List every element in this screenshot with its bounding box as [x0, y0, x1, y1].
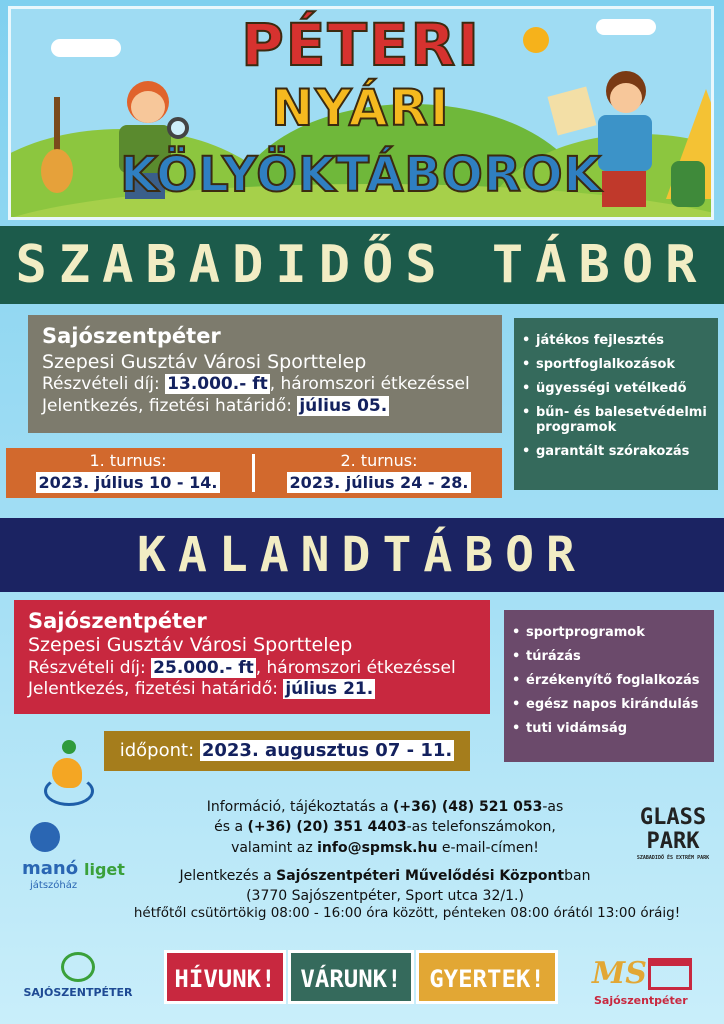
camp1-feature-list [514, 318, 718, 490]
camp1-turns-bar [6, 448, 502, 498]
phone-1: (+36) (48) 521 053 [392, 799, 543, 815]
camp2-fee-line: Részvételi díj: 25.000.- ft , háromszori étkezéssel [28, 658, 456, 678]
header-banner [8, 6, 714, 220]
list-item: • egész napos kirándulás [512, 697, 706, 712]
camp1-title-band: SZABADIDŐS TÁBOR [0, 226, 724, 304]
list-item: • garantált szórakozás [522, 444, 710, 459]
camp1-venue: Szepesi Gusztáv Városi Sporttelep [42, 350, 367, 373]
email-link[interactable]: info@spmsk.hu [317, 839, 438, 856]
camp2-fee: 25.000.- ft [153, 658, 254, 678]
camp2-info-box [14, 600, 490, 714]
list-item: • játékos fejlesztés [522, 333, 710, 348]
list-item: • sportprogramok [512, 625, 706, 640]
camp1-deadline-line: Jelentkezés, fizetési határidő: július 05. [42, 395, 388, 416]
turn1-date: 2023. július 10 - 14. [36, 472, 221, 494]
list-item: • érzékenyítő foglalkozás [512, 673, 706, 688]
list-item: • túrázás [512, 649, 706, 664]
camp2-city: Sajószentpéter [28, 609, 207, 633]
camp1-fee: 13.000.- ft [167, 374, 268, 395]
camp1-deadline: július 05. [299, 395, 388, 416]
list-item: • bűn- és balesetvédelmi programok [522, 405, 710, 435]
contact-info: Információ, tájékoztatás a (+36) (48) 521 053-as és a (+36) (20) 351 4403-as telefonszámokon, valamint az info@spmsk.hu e-mail-címen! [206, 799, 564, 856]
mascot-icon [30, 822, 60, 852]
opening-hours: hétfőtől csütörtökig 08:00 - 16:00 óra között, pénteken 08:00 órától 13:00 óráig! [133, 905, 681, 921]
camp2-deadline-line: Jelentkezés, fizetési határidő: július 21. [28, 679, 374, 700]
camp1-info-box [28, 315, 502, 433]
camp2-venue: Szepesi Gusztáv Városi Sporttelep [28, 634, 353, 657]
list-item: • tuti vidámság [512, 721, 706, 736]
figure-logo-icon [44, 740, 96, 810]
title-kolyoktaborok: KÖLYÖKTÁBOROK [120, 147, 602, 203]
slogan-hivunk: HÍVUNK! [164, 950, 286, 1004]
slogan-gyertek: GYERTEK! [416, 950, 558, 1004]
turn2-date: 2023. július 24 - 28. [287, 472, 472, 494]
title-nyari: NYÁRI [271, 79, 451, 137]
turn2: 2. turnus: 2023. július 24 - 28. [256, 450, 502, 493]
turns-divider [252, 454, 255, 492]
ms-logo: MS Sajószentpéter [590, 952, 704, 1012]
heart-icon [61, 952, 95, 982]
list-item: • ügyességi vetélkedő [522, 381, 710, 396]
building-icon [648, 958, 692, 990]
camp2-feature-list [504, 610, 714, 762]
town-logo: SAJÓSZENTPÉTER [18, 952, 138, 1012]
address: (3770 Sajószentpéter, Sport utca 32/1.) [246, 888, 524, 905]
organizer-name: Sajószentpéteri Művelődési Központ [276, 868, 565, 884]
camp2-date-box: időpont: 2023. augusztus 07 - 11. [104, 731, 470, 771]
slogan-varunk: VÁRUNK! [288, 950, 414, 1004]
camp2-deadline: július 21. [285, 679, 374, 700]
camp2-title-band: KALANDTÁBOR [0, 518, 724, 592]
camp1-fee-line: Részvételi díj: 13.000.- ft , háromszori étkezéssel [42, 374, 470, 395]
turn1: 1. turnus: 2023. július 10 - 14. [6, 450, 250, 493]
glass-park-logo: GLASS PARK SZABADIDŐ ÉS EXTRÉM PARK [636, 805, 710, 861]
registration-info: Jelentkezés a Sajószentpéteri Művelődési Központban (3770 Sajószentpéter, Sport utca 32/1.) [150, 866, 620, 907]
phone-2: (+36) (20) 351 4403 [247, 819, 407, 836]
camp2-date: 2023. augusztus 07 - 11. [201, 740, 453, 761]
title-peteri: PÉTERI [241, 11, 481, 79]
mano-liget-logo: manó liget játszóház [20, 822, 140, 892]
list-item: • sportfoglalkozások [522, 357, 710, 372]
camp1-city: Sajószentpéter [42, 324, 221, 348]
